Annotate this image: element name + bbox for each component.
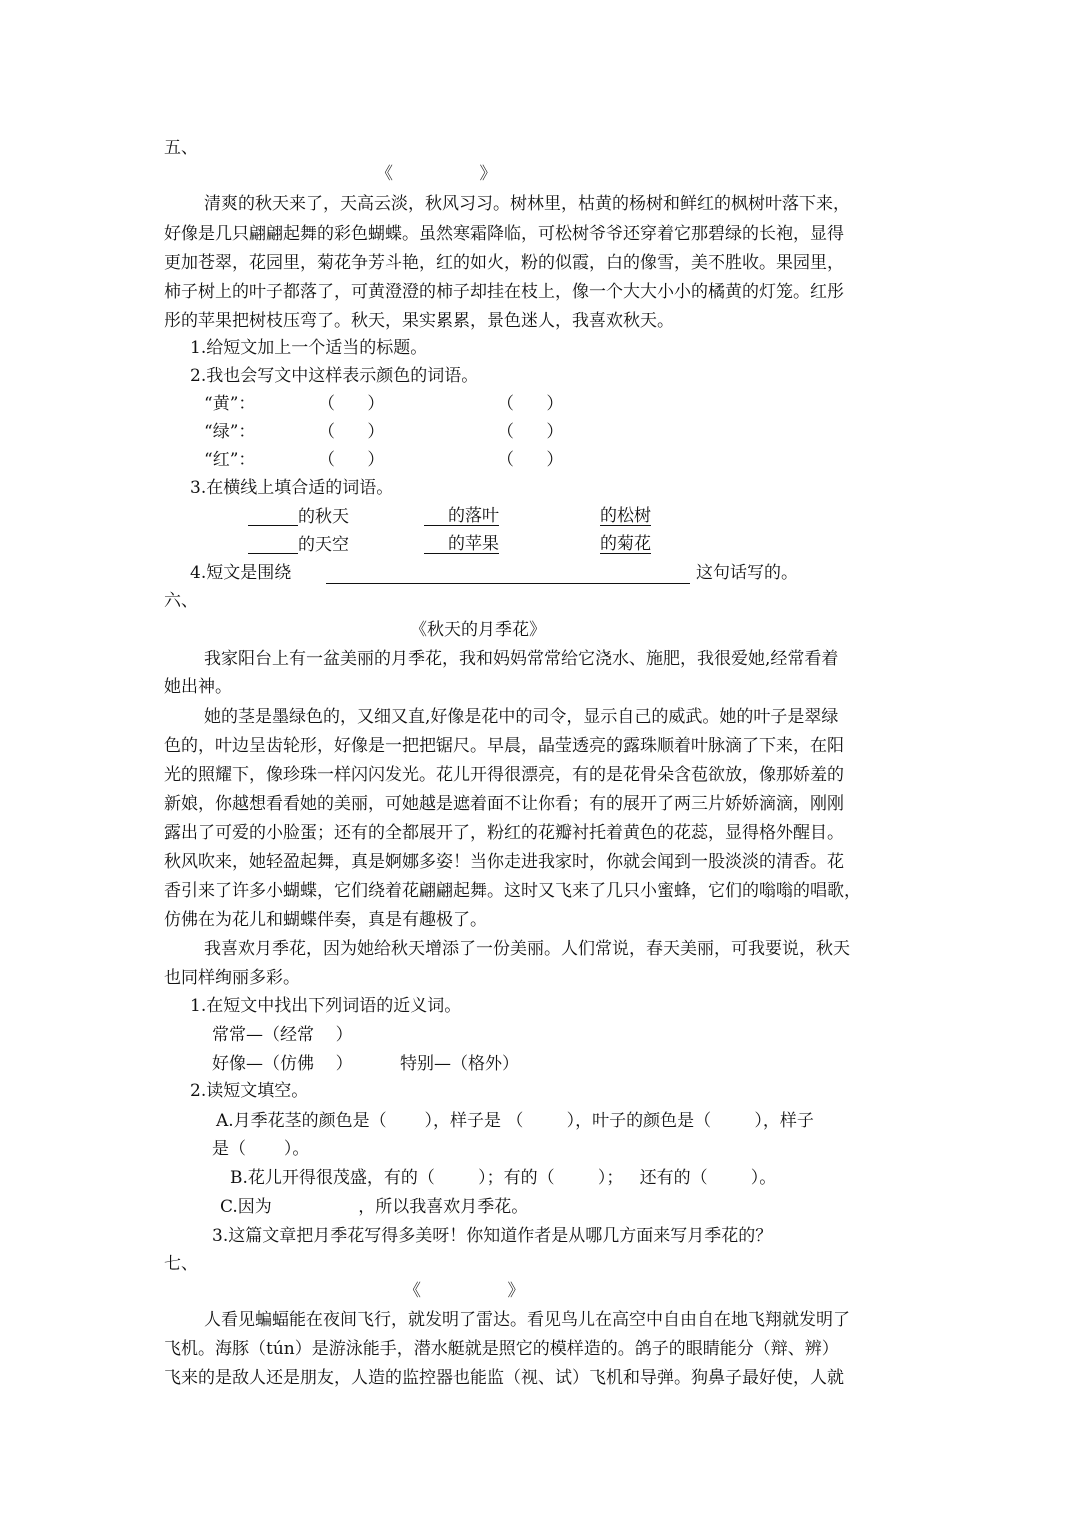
question-5-3: 3.在横线上填合适的词语。	[190, 478, 394, 498]
section-6-para-line: 色的，叶边呈齿轮形，好像是一把把锯尺。早晨，晶莹透亮的露珠顺着叶脉滴了下来，在阳	[164, 736, 844, 756]
color-blank: （ ）	[497, 394, 564, 414]
section-6-title: 《秋天的月季花》	[410, 620, 546, 640]
fill-phrase: 的菊花	[600, 534, 651, 554]
section-7-para-line: 人看见蝙蝠能在夜间飞行，就发明了雷达。看见鸟儿在高空中自由自在地飞翔就发明了	[204, 1310, 850, 1330]
fill-item	[600, 508, 651, 526]
fill-item	[424, 508, 499, 526]
fill-phrase: 的落叶	[448, 506, 499, 526]
question-5-4: 4.短文是围绕	[190, 563, 292, 583]
color-label: “绿”：	[204, 422, 256, 442]
section-6-para-line: 新娘，你越想看看她的美丽，可她越是遮着面不让你看；有的展开了两三片娇娇滴滴，刚刚	[164, 794, 844, 814]
section-6-para-line: 仿佛在为花儿和蝴蝶伴奏，真是有趣极了。	[164, 910, 487, 930]
color-blank: （ ）	[318, 422, 385, 442]
answer-line	[326, 583, 690, 584]
section-5-para-line: 柿子树上的叶子都落了，可黄澄澄的柿子却挂在枝上，像一个大大小小的橘黄的灯笼。红彤	[164, 282, 844, 302]
color-blank: （ ）	[497, 422, 564, 442]
section-7-para-line: 飞来的是敌人还是朋友，人造的监控器也能监（视、试）飞机和导弹。狗鼻子最好使，人就	[164, 1368, 844, 1388]
synonym-item: 特别—（格外）	[400, 1054, 519, 1074]
question-6-2-a: A.月季花茎的颜色是（ ），样子是 （ ），叶子的颜色是（ ），样子	[216, 1111, 814, 1131]
section-5-para-line: 好像是几只翩翩起舞的彩色蝴蝶。虽然寒霜降临，可松树爷爷还穿着它那碧绿的长袍，显得	[164, 224, 844, 244]
section-5-para-line: 清爽的秋天来了，天高云淡，秋风习习。树林里，枯黄的杨树和鲜红的枫树叶落下来，	[204, 194, 850, 214]
section-6-para-line: 她出神。	[164, 677, 232, 697]
color-blank: （ ）	[497, 450, 564, 470]
section-6-para-line: 秋风吹来，她轻盈起舞，真是婀娜多姿！当你走进我家时，你就会闻到一股淡淡的清香。花	[164, 852, 844, 872]
section-6-heading: 六、	[164, 591, 198, 611]
section-6-para-line: 也同样绚丽多彩。	[164, 968, 300, 988]
question-5-2: 2.我也会写文中这样表示颜色的词语。	[190, 366, 479, 386]
question-6-2-c: C.因为 ，所以我喜欢月季花。	[220, 1197, 529, 1217]
fill-item	[600, 536, 651, 554]
fill-phrase: 的松树	[600, 506, 651, 526]
section-6-para-line: 我家阳台上有一盆美丽的月季花，我和妈妈常常给它浇水、施肥，我很爱她,经常看着	[204, 649, 839, 669]
section-7-para-line: 飞机。海豚（tún）是游泳能手，潜水艇就是照它的模样造的。鸽子的眼睛能分（辩、辨）	[164, 1339, 839, 1359]
synonym-item: 常常—（经常 ）	[212, 1025, 353, 1045]
fill-phrase: 的天空	[298, 535, 349, 555]
section-6-para-line: 我喜欢月季花，因为她给秋天增添了一份美丽。人们常说，春天美丽，可我要说，秋天	[204, 939, 850, 959]
section-6-para-line: 香引来了许多小蝴蝶，它们绕着花翩翩起舞。这时又飞来了几只小蜜蜂，它们的嗡嗡的唱歌，	[164, 881, 861, 901]
fill-item	[248, 508, 349, 526]
color-blank: （ ）	[318, 394, 385, 414]
question-6-2: 2.读短文填空。	[190, 1081, 309, 1101]
section-7-heading: 七、	[164, 1254, 198, 1274]
section-5-title: 《 》	[376, 164, 497, 184]
color-label: “红”：	[204, 450, 256, 470]
section-6-para-line: 她的茎是墨绿色的，又细又直,好像是花中的司令，显示自己的威武。她的叶子是翠绿	[204, 707, 839, 727]
fill-item	[424, 536, 499, 554]
color-label: “黄”：	[204, 394, 256, 414]
section-7-title: 《 》	[404, 1281, 525, 1301]
section-6-para-line: 光的照耀下，像珍珠一样闪闪发光。花儿开得很漂亮，有的是花骨朵含苞欲放，像那娇羞的	[164, 765, 844, 785]
fill-item	[248, 536, 349, 554]
synonym-item: 好像—（仿佛 ）	[212, 1054, 353, 1074]
section-5-para-line: 更加苍翠，花园里，菊花争芳斗艳，红的如火，粉的似霞，白的像雪，美不胜收。果园里，	[164, 253, 844, 273]
question-5-1: 1.给短文加上一个适当的标题。	[190, 338, 428, 358]
color-blank: （ ）	[318, 450, 385, 470]
section-5-para-line: 彤的苹果把树枝压弯了。秋天，果实累累，景色迷人，我喜欢秋天。	[164, 311, 674, 331]
fill-phrase: 的苹果	[448, 534, 499, 554]
question-6-2-b: B.花儿开得很茂盛，有的（ ）；有的（ ）； 还有的（ ）。	[230, 1168, 777, 1188]
fill-phrase: 的秋天	[298, 507, 349, 527]
question-6-1: 1.在短文中找出下列词语的近义词。	[190, 996, 462, 1016]
question-6-3: 3.这篇文章把月季花写得多美呀！你知道作者是从哪几方面来写月季花的？	[212, 1226, 773, 1246]
section-6-para-line: 露出了可爱的小脸蛋；还有的全都展开了，粉红的花瓣衬托着黄色的花蕊，显得格外醒目。	[164, 823, 844, 843]
section-5-heading: 五、	[164, 138, 198, 158]
question-6-2-a-cont: 是（ ）。	[212, 1139, 310, 1159]
question-5-4-end: 这句话写的。	[696, 563, 798, 583]
